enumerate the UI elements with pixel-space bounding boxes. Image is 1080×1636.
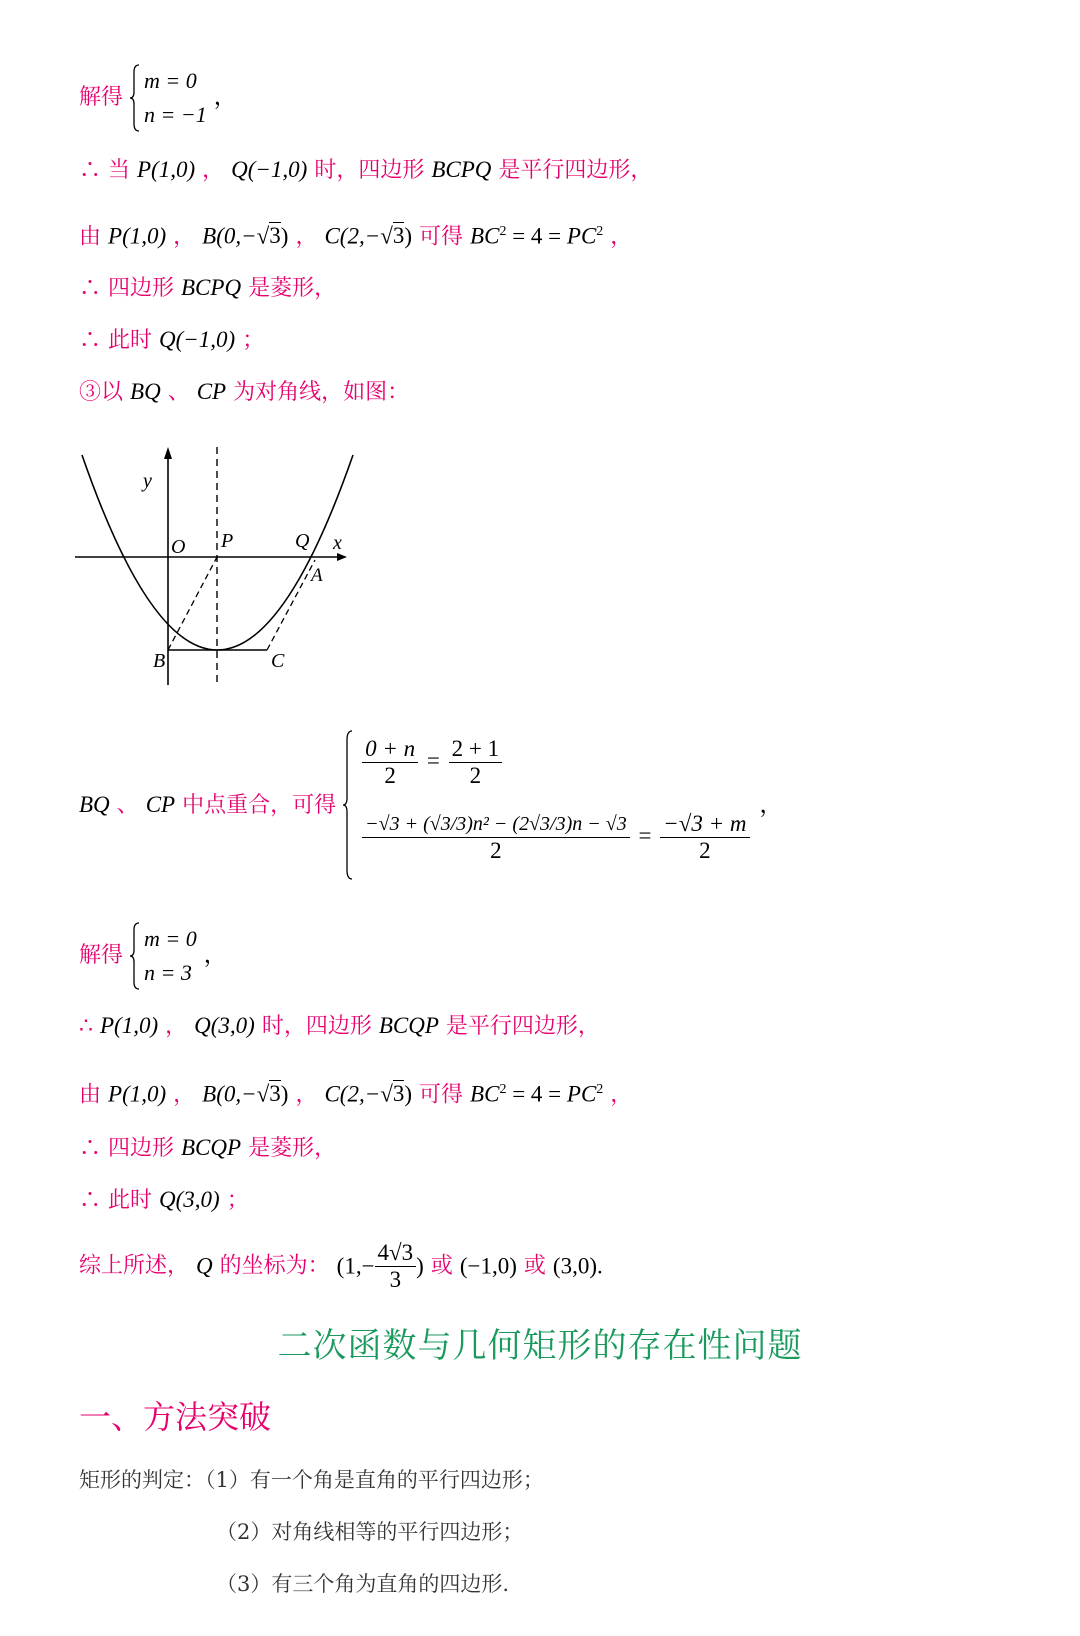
solve-line-1 <box>79 64 237 132</box>
math: CP <box>145 791 176 817</box>
math: Q(3,0) <box>159 1187 220 1212</box>
math: BCQP <box>378 1013 439 1038</box>
text: ∴ 四边形 <box>79 1136 174 1161</box>
segment-bp <box>168 557 217 650</box>
text: ， <box>610 224 633 250</box>
label-o: O <box>171 536 186 558</box>
rhombus-line-1 <box>79 274 336 303</box>
math: PC <box>566 1081 597 1107</box>
fraction: $\frac{0 + n}{2}$ <box>362 736 418 789</box>
math: BC <box>470 1081 500 1107</box>
result-line-2 <box>79 1186 249 1215</box>
x-axis-arrow-icon <box>337 553 347 561</box>
text: 或 <box>430 1253 453 1279</box>
exponent: 2 <box>596 1082 604 1097</box>
system-row: m = 0 <box>144 68 197 93</box>
section-title: 二次函数与几何矩形的存在性问题 <box>277 1326 803 1366</box>
text: ， <box>165 1014 188 1039</box>
label-q: Q <box>295 530 310 552</box>
punct: ， <box>759 792 783 817</box>
math: Q(−1,0) <box>231 157 308 182</box>
text: 可得 <box>419 1082 464 1108</box>
math: P(1,0) <box>108 1081 167 1107</box>
midpoint-system <box>343 730 752 880</box>
text: 或 <box>523 1253 546 1279</box>
math: PC <box>566 223 597 249</box>
text: ， <box>173 1082 196 1108</box>
text: ， <box>295 1082 318 1108</box>
text: 为对角线，如图： <box>233 380 410 405</box>
text: 综上所述， <box>79 1253 190 1279</box>
label-b: B <box>153 650 166 672</box>
math: CP <box>196 379 227 404</box>
rule-line-3: （3）有三个角为直角的四边形. <box>216 1572 510 1596</box>
math: P(1,0) <box>137 157 196 182</box>
text: ∴ 此时 <box>79 328 152 353</box>
solve-label: 解得 <box>79 85 124 110</box>
punct: ， <box>203 942 227 967</box>
math: ) <box>280 1081 289 1107</box>
label-y: y <box>143 470 152 492</box>
math: P(1,0) <box>108 223 167 249</box>
text: ， <box>610 1082 633 1108</box>
text: ∴ 当 <box>79 158 130 183</box>
label-x: x <box>333 532 342 554</box>
radicand: 3 <box>269 1081 281 1107</box>
text: 的坐标为： <box>219 1253 330 1279</box>
rule-item: （1）有一个角是直角的平行四边形； <box>205 1468 544 1492</box>
conclusion-line-1 <box>79 156 652 185</box>
fraction: $\frac{\text{−√3 + (√3/3)n² − (2√3/3)n − √3}}{2}$ <box>362 811 630 864</box>
math: BCPQ <box>181 275 242 300</box>
rule-line-1 <box>79 1464 544 1494</box>
system-row-2: $\frac{\text{−√3 + (√3/3)n² − (2√3/3)n − √3}}{2}$ = $\frac{-√3 + m}{2}$ <box>359 792 752 880</box>
brace-icon <box>130 64 140 132</box>
solve-line-2 <box>79 922 227 990</box>
text: ， <box>173 224 196 250</box>
math: (1,− <box>336 1253 375 1279</box>
fraction: $\frac{2 + 1}{2}$ <box>449 736 502 789</box>
exponent: 2 <box>596 224 604 239</box>
equation-system <box>130 922 197 990</box>
exponent: 2 <box>499 1082 507 1097</box>
punct: ， <box>213 84 237 109</box>
text: 是平行四边形， <box>445 1014 600 1039</box>
math: C(2,− <box>324 223 381 249</box>
segment-cq <box>267 560 315 650</box>
text: 由 <box>79 224 102 250</box>
math: BQ <box>79 791 110 817</box>
punct: . <box>597 1253 603 1279</box>
result-line-1 <box>79 326 264 355</box>
math: Q(3,0) <box>194 1013 255 1038</box>
text: 时，四边形 <box>314 158 425 183</box>
math: (3,0) <box>552 1253 597 1279</box>
math: BCPQ <box>431 157 492 182</box>
text: 、 <box>167 380 190 405</box>
derive-line-2: 由 P(1,0) ， B(0,−√3) ， C(2,−√3) 可得 $BC^2 = 4 = PC^2$ ， <box>79 1081 633 1108</box>
brace-icon <box>343 730 353 880</box>
text: 由 <box>79 1082 102 1108</box>
math: Q(−1,0) <box>159 327 236 352</box>
text: ； <box>242 328 265 353</box>
math: (−1,0) <box>459 1253 517 1279</box>
math: B(0,− <box>202 223 257 249</box>
radicand: 3 <box>392 1081 405 1107</box>
text: ③以 <box>79 380 124 405</box>
rule-intro: 矩形的判定： <box>79 1468 205 1492</box>
summary-line <box>79 1240 603 1293</box>
math: ) <box>404 223 413 249</box>
text: 是菱形， <box>248 1136 337 1161</box>
text: 是菱形， <box>248 276 337 301</box>
fraction: $\frac{-√3 + m}{2}$ <box>660 811 749 864</box>
text: ∴ 此时 <box>79 1188 152 1213</box>
rule-line-2: （2）对角线相等的平行四边形； <box>216 1520 524 1544</box>
math: = 4 = <box>506 1081 567 1107</box>
math: Q <box>196 1253 213 1279</box>
conclusion-line-2 <box>79 1012 600 1041</box>
text: ， <box>295 224 318 250</box>
math: C(2,− <box>324 1081 381 1107</box>
text: 时，四边形 <box>261 1014 372 1039</box>
math: BC <box>470 223 500 249</box>
math: = 4 = <box>506 223 567 249</box>
midpoint-line <box>79 730 783 880</box>
math: ) <box>280 223 289 249</box>
system-row-1: $\frac{0 + n}{2}$ = $\frac{2 + 1}{2}$ <box>359 730 752 792</box>
text: ； <box>226 1188 249 1213</box>
text: 可得 <box>419 224 464 250</box>
exponent: 2 <box>499 224 507 239</box>
math: BCQP <box>181 1135 242 1160</box>
math: BQ <box>130 379 161 404</box>
label-a: A <box>311 565 323 586</box>
text: 中点重合，可得 <box>182 792 337 818</box>
equation-system <box>130 64 207 132</box>
system-row: n = −1 <box>144 102 207 127</box>
derive-line-1: 由 P(1,0) ， B(0,−√3) ， C(2,−√3) 可得 $BC^2 = 4 = PC^2$ ， <box>79 223 633 250</box>
text: ∴ <box>79 1014 93 1039</box>
text: 是平行四边形， <box>498 158 653 183</box>
label-c: C <box>271 650 285 672</box>
math: ) <box>404 1081 413 1107</box>
label-p: P <box>221 530 234 552</box>
text: ∴ 四边形 <box>79 276 174 301</box>
y-axis-arrow-icon <box>164 447 172 459</box>
section-heading: 一、方法突破 <box>79 1398 272 1436</box>
case3-line <box>79 378 409 407</box>
math: ) <box>416 1253 424 1279</box>
rhombus-line-2 <box>79 1134 336 1163</box>
brace-icon <box>130 922 140 990</box>
solve-label: 解得 <box>79 943 124 968</box>
parabola-figure <box>75 445 375 695</box>
radicand: 3 <box>392 223 405 249</box>
math: P(1,0) <box>100 1013 159 1038</box>
system-row: n = 3 <box>144 960 192 985</box>
radicand: 3 <box>269 223 281 249</box>
math: B(0,− <box>202 1081 257 1107</box>
text: ， <box>202 158 225 183</box>
text: 、 <box>116 792 139 818</box>
fraction: $\frac{4√3}{3}$ <box>375 1240 417 1293</box>
system-row: m = 0 <box>144 926 197 951</box>
